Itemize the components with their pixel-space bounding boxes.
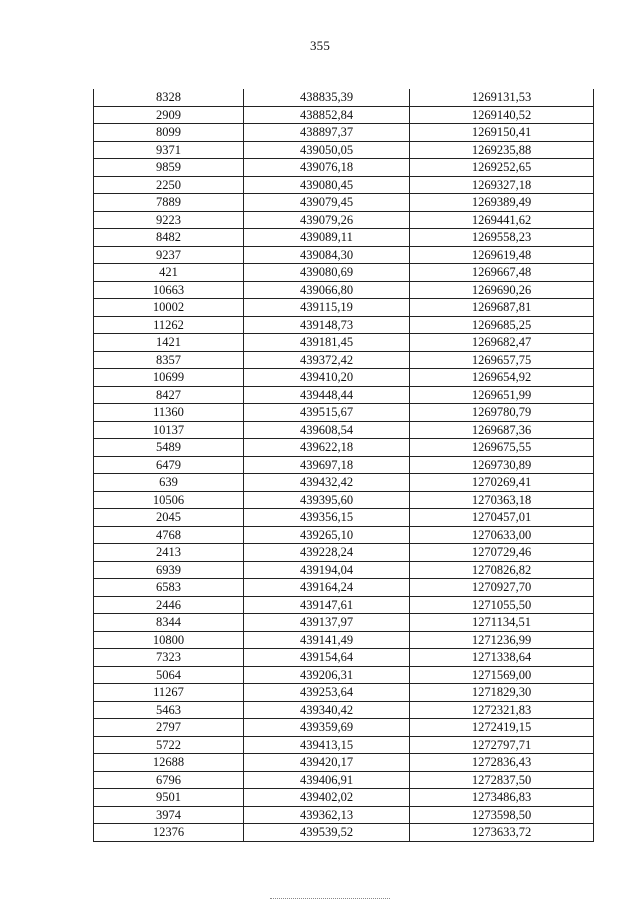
point-number-cell: 2413 (94, 544, 244, 562)
x-coordinate-cell: 439448,44 (244, 386, 410, 404)
x-coordinate-cell: 439181,45 (244, 334, 410, 352)
x-coordinate-cell: 439420,17 (244, 754, 410, 772)
y-coordinate-cell: 1270457,01 (410, 509, 594, 527)
x-coordinate-cell: 439359,69 (244, 719, 410, 737)
point-number-cell: 10800 (94, 631, 244, 649)
y-coordinate-cell: 1269682,47 (410, 334, 594, 352)
table-row (94, 684, 594, 702)
x-coordinate-cell: 439080,69 (244, 264, 410, 282)
table-row (94, 806, 594, 824)
x-coordinate-cell: 439395,60 (244, 491, 410, 509)
y-coordinate-cell: 1271055,50 (410, 596, 594, 614)
y-coordinate-cell: 1271236,99 (410, 631, 594, 649)
table-row (94, 789, 594, 807)
y-coordinate-cell: 1269685,25 (410, 316, 594, 334)
y-coordinate-cell: 1270633,00 (410, 526, 594, 544)
y-coordinate-cell: 1269252,65 (410, 159, 594, 177)
x-coordinate-cell: 439148,73 (244, 316, 410, 334)
point-number-cell: 9859 (94, 159, 244, 177)
x-coordinate-cell: 439622,18 (244, 439, 410, 457)
table-row (94, 299, 594, 317)
point-number-cell: 8099 (94, 124, 244, 142)
point-number-cell: 3974 (94, 806, 244, 824)
x-coordinate-cell: 439115,19 (244, 299, 410, 317)
table-row (94, 736, 594, 754)
table-row (94, 264, 594, 282)
x-coordinate-cell: 439413,15 (244, 736, 410, 754)
x-coordinate-cell: 439265,10 (244, 526, 410, 544)
point-number-cell: 10699 (94, 369, 244, 387)
point-number-cell: 5463 (94, 701, 244, 719)
point-number-cell: 10663 (94, 281, 244, 299)
table-row (94, 89, 594, 106)
point-number-cell: 10137 (94, 421, 244, 439)
point-number-cell: 5064 (94, 666, 244, 684)
y-coordinate-cell: 1269654,92 (410, 369, 594, 387)
x-coordinate-cell: 439539,52 (244, 824, 410, 842)
x-coordinate-cell: 439164,24 (244, 579, 410, 597)
y-coordinate-cell: 1269687,81 (410, 299, 594, 317)
point-number-cell: 12376 (94, 824, 244, 842)
table-row (94, 649, 594, 667)
table-row (94, 544, 594, 562)
table-row (94, 124, 594, 142)
point-number-cell: 2446 (94, 596, 244, 614)
x-coordinate-cell: 439402,02 (244, 789, 410, 807)
y-coordinate-cell: 1269667,48 (410, 264, 594, 282)
table-row (94, 754, 594, 772)
table-row (94, 491, 594, 509)
point-number-cell: 2250 (94, 176, 244, 194)
y-coordinate-cell: 1272837,50 (410, 771, 594, 789)
y-coordinate-cell: 1270729,46 (410, 544, 594, 562)
table-row (94, 141, 594, 159)
table-row (94, 666, 594, 684)
point-number-cell: 639 (94, 474, 244, 492)
coordinates-table-body (94, 89, 594, 841)
y-coordinate-cell: 1269657,75 (410, 351, 594, 369)
point-number-cell: 421 (94, 264, 244, 282)
x-coordinate-cell: 439147,61 (244, 596, 410, 614)
table-row (94, 509, 594, 527)
point-number-cell: 2797 (94, 719, 244, 737)
point-number-cell: 6939 (94, 561, 244, 579)
y-coordinate-cell: 1272797,71 (410, 736, 594, 754)
table-row (94, 159, 594, 177)
x-coordinate-cell: 439406,91 (244, 771, 410, 789)
y-coordinate-cell: 1273633,72 (410, 824, 594, 842)
point-number-cell: 5489 (94, 439, 244, 457)
table-row (94, 316, 594, 334)
y-coordinate-cell: 1271569,00 (410, 666, 594, 684)
y-coordinate-cell: 1272321,83 (410, 701, 594, 719)
y-coordinate-cell: 1272836,43 (410, 754, 594, 772)
x-coordinate-cell: 439154,64 (244, 649, 410, 667)
point-number-cell: 8328 (94, 89, 244, 106)
y-coordinate-cell: 1269690,26 (410, 281, 594, 299)
x-coordinate-cell: 439362,13 (244, 806, 410, 824)
table-row (94, 561, 594, 579)
table-row (94, 246, 594, 264)
x-coordinate-cell: 439194,04 (244, 561, 410, 579)
point-number-cell: 8427 (94, 386, 244, 404)
point-number-cell: 10002 (94, 299, 244, 317)
point-number-cell: 8357 (94, 351, 244, 369)
x-coordinate-cell: 439080,45 (244, 176, 410, 194)
point-number-cell: 10506 (94, 491, 244, 509)
y-coordinate-cell: 1273486,83 (410, 789, 594, 807)
y-coordinate-cell: 1269687,36 (410, 421, 594, 439)
x-coordinate-cell: 439079,45 (244, 194, 410, 212)
point-number-cell: 7323 (94, 649, 244, 667)
x-coordinate-cell: 439137,97 (244, 614, 410, 632)
x-coordinate-cell: 439076,18 (244, 159, 410, 177)
table-row (94, 421, 594, 439)
x-coordinate-cell: 439340,42 (244, 701, 410, 719)
y-coordinate-cell: 1271338,64 (410, 649, 594, 667)
y-coordinate-cell: 1270363,18 (410, 491, 594, 509)
point-number-cell: 9237 (94, 246, 244, 264)
table-row (94, 771, 594, 789)
table-row (94, 369, 594, 387)
page-number: 355 (309, 38, 331, 53)
table-row (94, 439, 594, 457)
point-number-cell: 11360 (94, 404, 244, 422)
point-number-cell: 5722 (94, 736, 244, 754)
table-row (94, 474, 594, 492)
point-number-cell: 9371 (94, 141, 244, 159)
table-row (94, 351, 594, 369)
y-coordinate-cell: 1269235,88 (410, 141, 594, 159)
table-row (94, 281, 594, 299)
x-coordinate-cell: 439141,49 (244, 631, 410, 649)
y-coordinate-cell: 1269730,89 (410, 456, 594, 474)
point-number-cell: 6479 (94, 456, 244, 474)
y-coordinate-cell: 1269441,62 (410, 211, 594, 229)
x-coordinate-cell: 439066,80 (244, 281, 410, 299)
point-number-cell: 6583 (94, 579, 244, 597)
point-number-cell: 7889 (94, 194, 244, 212)
point-number-cell: 1421 (94, 334, 244, 352)
table-row (94, 614, 594, 632)
y-coordinate-cell: 1272419,15 (410, 719, 594, 737)
table-row (94, 579, 594, 597)
table-row (94, 719, 594, 737)
x-coordinate-cell: 439410,20 (244, 369, 410, 387)
table-row (94, 701, 594, 719)
x-coordinate-cell: 438852,84 (244, 106, 410, 124)
x-coordinate-cell: 439089,11 (244, 229, 410, 247)
y-coordinate-cell: 1271134,51 (410, 614, 594, 632)
point-number-cell: 2045 (94, 509, 244, 527)
y-coordinate-cell: 1269675,55 (410, 439, 594, 457)
point-number-cell: 8344 (94, 614, 244, 632)
y-coordinate-cell: 1270927,70 (410, 579, 594, 597)
point-number-cell: 2909 (94, 106, 244, 124)
table-row (94, 194, 594, 212)
y-coordinate-cell: 1269150,41 (410, 124, 594, 142)
table-row (94, 824, 594, 842)
x-coordinate-cell: 439084,30 (244, 246, 410, 264)
point-number-cell: 11267 (94, 684, 244, 702)
y-coordinate-cell: 1269389,49 (410, 194, 594, 212)
y-coordinate-cell: 1269558,23 (410, 229, 594, 247)
table-row (94, 404, 594, 422)
page-bottom-mark (270, 898, 390, 900)
point-number-cell: 6796 (94, 771, 244, 789)
point-number-cell: 9223 (94, 211, 244, 229)
y-coordinate-cell: 1270826,82 (410, 561, 594, 579)
table-row (94, 176, 594, 194)
x-coordinate-cell: 439206,31 (244, 666, 410, 684)
x-coordinate-cell: 438835,39 (244, 89, 410, 106)
point-number-cell: 8482 (94, 229, 244, 247)
table-row (94, 596, 594, 614)
y-coordinate-cell: 1271829,30 (410, 684, 594, 702)
coordinates-table-container (93, 89, 593, 842)
y-coordinate-cell: 1269131,53 (410, 89, 594, 106)
table-row (94, 211, 594, 229)
point-number-cell: 9501 (94, 789, 244, 807)
x-coordinate-cell: 439697,18 (244, 456, 410, 474)
y-coordinate-cell: 1269619,48 (410, 246, 594, 264)
coordinates-table (93, 89, 594, 842)
table-row (94, 229, 594, 247)
table-row (94, 526, 594, 544)
x-coordinate-cell: 439515,67 (244, 404, 410, 422)
x-coordinate-cell: 438897,37 (244, 124, 410, 142)
point-number-cell: 4768 (94, 526, 244, 544)
x-coordinate-cell: 439432,42 (244, 474, 410, 492)
y-coordinate-cell: 1269780,79 (410, 404, 594, 422)
point-number-cell: 11262 (94, 316, 244, 334)
x-coordinate-cell: 439050,05 (244, 141, 410, 159)
y-coordinate-cell: 1269327,18 (410, 176, 594, 194)
table-row (94, 631, 594, 649)
table-row (94, 106, 594, 124)
y-coordinate-cell: 1273598,50 (410, 806, 594, 824)
y-coordinate-cell: 1269140,52 (410, 106, 594, 124)
table-row (94, 386, 594, 404)
point-number-cell: 12688 (94, 754, 244, 772)
table-row (94, 456, 594, 474)
y-coordinate-cell: 1269651,99 (410, 386, 594, 404)
x-coordinate-cell: 439372,42 (244, 351, 410, 369)
x-coordinate-cell: 439253,64 (244, 684, 410, 702)
x-coordinate-cell: 439356,15 (244, 509, 410, 527)
y-coordinate-cell: 1270269,41 (410, 474, 594, 492)
table-row (94, 334, 594, 352)
x-coordinate-cell: 439079,26 (244, 211, 410, 229)
x-coordinate-cell: 439608,54 (244, 421, 410, 439)
x-coordinate-cell: 439228,24 (244, 544, 410, 562)
